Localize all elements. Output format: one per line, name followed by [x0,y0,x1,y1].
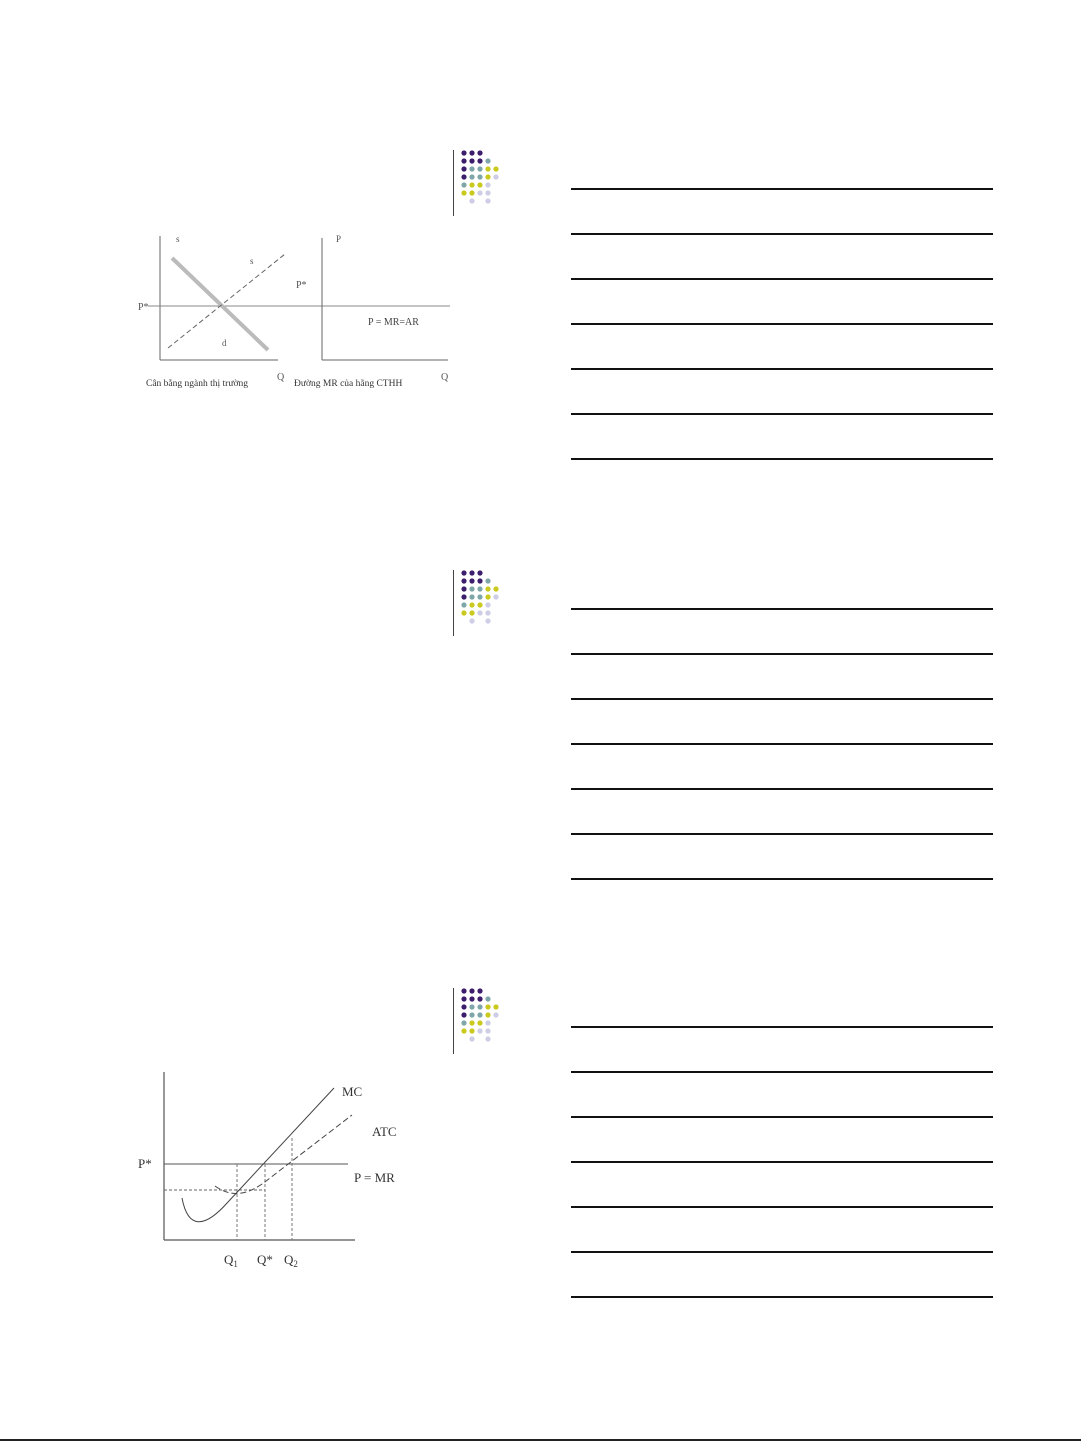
note-line [571,323,993,368]
right-p-label: P* [296,280,307,291]
right-caption: Đường MR của hãng CTHH [294,379,403,389]
dots-icon [453,150,513,218]
supply-curve [168,254,285,348]
left-top-label-a: s [176,234,180,244]
cost-curves-diagram [120,1060,420,1280]
atc-curve [215,1115,352,1194]
left-top-label-b: s [250,256,254,266]
left-curve-label: d [222,338,227,348]
note-line [571,1251,993,1296]
divider-line [453,150,454,216]
slide-3 [0,978,1081,1398]
note-line [571,1206,993,1251]
note-line [571,1116,993,1161]
p-label: P* [138,1156,152,1171]
q1-label: $Q_1$ [224,1252,238,1269]
note-line [571,878,993,880]
left-p-label: P* [138,302,149,313]
right-x-label: Q [441,372,449,383]
left-caption: Cân bằng ngành thị trường [146,379,248,389]
market-equilibrium-diagram [120,228,460,398]
note-line [571,1161,993,1206]
note-line [571,368,993,413]
atc-label: ATC [372,1124,397,1139]
dots-logo-icon [453,988,513,1056]
dots-icon [453,570,513,638]
note-line [571,833,993,878]
divider-line [453,570,454,636]
note-line [571,188,993,233]
note-line [571,653,993,698]
note-line [571,278,993,323]
note-line [571,698,993,743]
qstar-label: Q* [257,1252,273,1267]
slide-1 [0,140,1081,560]
note-line [571,743,993,788]
right-y-label: P [336,234,342,244]
dots-logo-icon [453,570,513,638]
notes-lines [571,188,993,460]
demand-curve [172,258,268,350]
mc-curve [182,1088,334,1222]
mc-label: MC [342,1084,363,1099]
note-line [571,458,993,460]
slide-2 [0,560,1081,980]
note-line [571,788,993,833]
notes-lines [571,1026,993,1298]
note-line [571,1296,993,1298]
notes-lines [571,608,993,880]
price-line-label: P = MR [354,1170,395,1185]
note-line [571,608,993,653]
left-x-label: Q [277,372,285,383]
right-line-label: P = MR=AR [368,317,419,328]
note-line [571,413,993,458]
note-line [571,1071,993,1116]
note-line [571,1026,993,1071]
q2-label: $Q_2$ [284,1252,298,1269]
dots-icon [453,988,513,1056]
note-line [571,233,993,278]
divider-line [453,988,454,1054]
dots-logo-icon [453,150,513,218]
